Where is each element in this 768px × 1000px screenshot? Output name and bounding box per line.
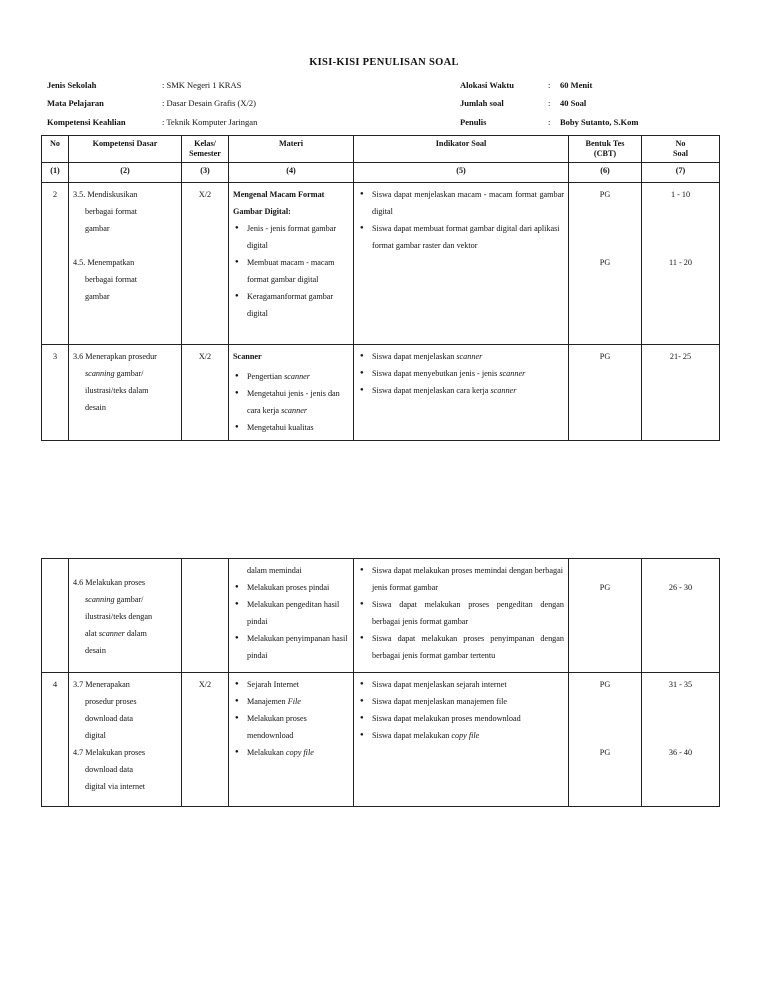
kd-text-rest: gambar/ <box>114 595 144 604</box>
materi-item-text: Sejarah Internet <box>247 680 300 689</box>
materi-item: ● Melakukan penyimpanan hasil pindai <box>241 630 349 664</box>
no-soal-cell <box>642 559 720 673</box>
info-value-jenis-sekolah: : SMK Negeri 1 KRAS <box>162 80 242 90</box>
materi-item <box>241 419 349 436</box>
indikator-item <box>366 382 564 399</box>
indikator-text: Siswa dapat menjelaskan <box>372 352 457 361</box>
materi-item <box>241 368 349 385</box>
indikator-item <box>366 348 564 365</box>
info-label-penulis: Penulis <box>460 117 487 127</box>
no-soal-value: 26 - 30 <box>668 583 693 592</box>
bentuk-tes-value: PG <box>599 583 611 592</box>
kd-text: berbagai format <box>85 275 138 284</box>
kd-text: 4.7 Melakukan proses <box>73 748 146 757</box>
kelas-cell: X/2 <box>182 673 229 807</box>
col-header-no: No <box>42 136 69 163</box>
table-header-row <box>42 136 720 163</box>
indikator-item <box>366 365 564 382</box>
materi-item-text: Mengetahui jenis - jenis dan cara kerja <box>247 389 340 415</box>
indikator-text: Siswa dapat menyebutkan jenis - jenis <box>372 369 500 378</box>
info-value-mata-pelajaran: : Dasar Desain Grafis (X/2) <box>162 98 256 108</box>
info-label-kompetensi-keahlian: Kompetensi Keahlian <box>47 117 126 127</box>
indikator-text: Siswa dapat menjelaskan cara kerja <box>372 386 491 395</box>
materi-title: Scanner <box>233 352 262 361</box>
row-number: 4 <box>42 673 69 807</box>
indikator-text: Siswa dapat melakukan proses mendownload <box>372 714 521 723</box>
bentuk-tes-cell <box>569 673 642 807</box>
kd-italic: scanning <box>85 369 115 378</box>
col-header-kelas-text: Kelas/ Semester <box>189 139 221 158</box>
indikator-cell <box>354 345 569 441</box>
col-header-bentuk-tes <box>569 136 642 163</box>
col-header-no-soal <box>642 136 720 163</box>
indikator-item <box>366 710 564 727</box>
kompetensi-dasar-cell <box>69 183 182 345</box>
kd-text: download data <box>85 765 133 774</box>
info-value-jumlah-soal: 40 Soal <box>560 98 587 108</box>
kd-text <box>73 625 177 642</box>
col-header-materi: Materi <box>229 136 354 163</box>
table-row <box>42 345 720 441</box>
kd-text: download data <box>85 714 133 723</box>
indikator-item: ● Siswa dapat membuat format gambar digital dari aplikasi format gambar raster dan vektor <box>366 220 564 254</box>
info-colon: : <box>548 98 551 108</box>
col-header-kelas <box>182 136 229 163</box>
kd-text: gambar <box>85 224 110 233</box>
kd-text <box>73 591 177 608</box>
kd-text: ilustrasi/teks dengan <box>85 612 153 621</box>
kd-text: ilustrasi/teks dalam <box>85 386 149 395</box>
kompetensi-dasar-cell <box>69 559 182 673</box>
indikator-item <box>366 727 564 744</box>
materi-item: ● Jenis - jenis format gambar digital <box>241 220 349 254</box>
kd-text: 4.6 Melakukan proses <box>73 578 146 587</box>
kd-text: digital <box>85 731 106 740</box>
table-row <box>42 183 720 345</box>
info-label-mata-pelajaran: Mata Pelajaran <box>47 98 104 108</box>
col-number: (7) <box>642 163 720 183</box>
table-row <box>42 559 720 673</box>
materi-title-text: Mengenal Macam Format Gambar Digital <box>233 190 325 216</box>
column-number-row <box>42 163 720 183</box>
no-soal-value: 36 - 40 <box>668 748 693 757</box>
materi-item <box>241 676 349 693</box>
info-label-jenis-sekolah: Jenis Sekolah <box>47 80 97 90</box>
col-number: (3) <box>182 163 229 183</box>
kd-text: 3.7 Menerapakan <box>73 680 130 689</box>
indikator-item: ● Siswa dapat melakukan proses pengeditan dengan berbagai jenis format gambar <box>366 596 564 630</box>
bentuk-tes-value: PG <box>599 680 611 689</box>
materi-item-italic: File <box>287 697 301 706</box>
indikator-item: ● Siswa dapat melakukan proses penyimpanan dengan berbagai jenis format gambar tertentu <box>366 630 564 664</box>
kd-text: gambar <box>85 292 110 301</box>
col-header-kompetensi-dasar: Kompetensi Dasar <box>69 136 182 163</box>
materi-item <box>241 385 349 419</box>
info-colon: : <box>548 80 551 90</box>
kelas-cell: X/2 <box>182 345 229 441</box>
no-soal-cell <box>642 183 720 345</box>
row-number <box>42 559 69 673</box>
table-row <box>42 673 720 807</box>
info-label-jumlah-soal: Jumlah soal <box>460 98 504 108</box>
info-value-penulis: Boby Sutanto, S.Kom <box>560 117 639 127</box>
materi-item <box>241 744 349 761</box>
materi-title-colon: : <box>288 207 291 216</box>
materi-item-text: Melakukan proses mendownload <box>247 714 307 740</box>
col-number: (6) <box>569 163 642 183</box>
materi-item <box>241 693 349 710</box>
col-header-indikator: Indikator Soal <box>354 136 569 163</box>
kd-text: berbagai format <box>85 207 138 216</box>
materi-cell <box>229 183 354 345</box>
materi-continued-text: dalam memindai <box>247 566 302 575</box>
indikator-text: Siswa dapat melakukan <box>372 731 452 740</box>
kelas-cell: X/2 <box>182 183 229 345</box>
indikator-text: Siswa dapat menjelaskan sejarah internet <box>372 680 507 689</box>
indikator-item: ● Siswa dapat menjelaskan macam - macam format gambar digital <box>366 186 564 220</box>
kompetensi-dasar-cell <box>69 345 182 441</box>
no-soal-cell <box>642 673 720 807</box>
kompetensi-dasar-cell <box>69 673 182 807</box>
col-header-no-soal-text: No Soal <box>672 139 689 158</box>
indikator-text: Siswa dapat menjelaskan manajemen file <box>372 697 508 706</box>
indikator-item <box>366 676 564 693</box>
kd-text: desain <box>85 403 106 412</box>
indikator-cell <box>354 559 569 673</box>
col-number: (4) <box>229 163 354 183</box>
materi-item-text: Melakukan <box>247 748 286 757</box>
indikator-item: ● Siswa dapat melakukan proses memindai dengan berbagai jenis format gambar <box>366 562 564 596</box>
info-value-alokasi-waktu: 60 Menit <box>560 80 593 90</box>
materi-item-italic: copy file <box>285 748 314 757</box>
materi-item <box>241 710 349 744</box>
materi-item: ● Melakukan pengeditan hasil pindai <box>241 596 349 630</box>
info-label-alokasi-waktu: Alokasi Waktu <box>460 80 514 90</box>
document-title: KISI-KISI PENULISAN SOAL <box>309 57 459 68</box>
no-soal-value: 1 - 10 <box>670 190 691 199</box>
kd-text: 3.6 Menerapkan prosedur <box>73 352 157 361</box>
kd-italic: scanner <box>98 629 125 638</box>
bentuk-tes-value: PG <box>599 258 611 267</box>
col-number: (5) <box>354 163 569 183</box>
bentuk-tes-value: PG <box>599 748 611 757</box>
row-number: 3 <box>42 345 69 441</box>
indikator-cell <box>354 673 569 807</box>
materi-cell <box>229 559 354 673</box>
indikator-cell <box>354 183 569 345</box>
indikator-italic: scanner <box>499 369 526 378</box>
materi-item: ● Membuat macam - macam format gambar digital <box>241 254 349 288</box>
kd-text-pre: alat <box>85 629 99 638</box>
kd-italic: scanning <box>85 595 115 604</box>
no-soal-value: 31 - 35 <box>668 680 693 689</box>
info-colon: : <box>548 117 551 127</box>
materi-cell <box>229 345 354 441</box>
indikator-item <box>366 693 564 710</box>
kd-text-post: dalam <box>124 629 147 638</box>
kisi-kisi-table <box>41 135 720 441</box>
kd-text-rest: gambar/ <box>114 369 144 378</box>
kd-text: prosedur proses <box>85 697 137 706</box>
bentuk-tes-cell <box>569 559 642 673</box>
bentuk-tes-value: PG <box>599 190 611 199</box>
materi-item-text: Mengetahui kualitas <box>247 423 314 432</box>
kd-text <box>73 365 177 382</box>
materi-cell <box>229 673 354 807</box>
info-value-kompetensi-keahlian: : Teknik Komputer Jaringan <box>162 117 258 127</box>
materi-title <box>233 186 349 220</box>
bentuk-tes-cell: PG <box>569 345 642 441</box>
row-number: 2 <box>42 183 69 345</box>
materi-item-text: Pengertian <box>247 372 285 381</box>
materi-item: ● Melakukan proses pindai <box>241 579 349 596</box>
indikator-italic: scanner <box>490 386 517 395</box>
indikator-italic: scanner <box>456 352 483 361</box>
kisi-kisi-table-continued <box>41 558 720 807</box>
kd-text: desain <box>85 646 106 655</box>
no-soal-cell: 21- 25 <box>642 345 720 441</box>
materi-item-italic: scanner <box>281 406 308 415</box>
col-number: (2) <box>69 163 182 183</box>
bentuk-tes-cell <box>569 183 642 345</box>
col-number: (1) <box>42 163 69 183</box>
kd-text: digital via internet <box>85 782 146 791</box>
materi-item-text: Manajemen <box>247 697 288 706</box>
kd-text: 3.5. Mendiskusikan <box>73 190 138 199</box>
kd-text: 4.5. Menempatkan <box>73 258 135 267</box>
kelas-cell <box>182 559 229 673</box>
no-soal-value: 11 - 20 <box>669 258 692 267</box>
col-header-bentuk-tes-text: Bentuk Tes (CBT) <box>585 139 625 158</box>
materi-item-italic: scanner <box>284 372 310 381</box>
indikator-italic: copy file <box>451 731 480 740</box>
materi-item: ● Keragamanformat gambar digital <box>241 288 349 322</box>
